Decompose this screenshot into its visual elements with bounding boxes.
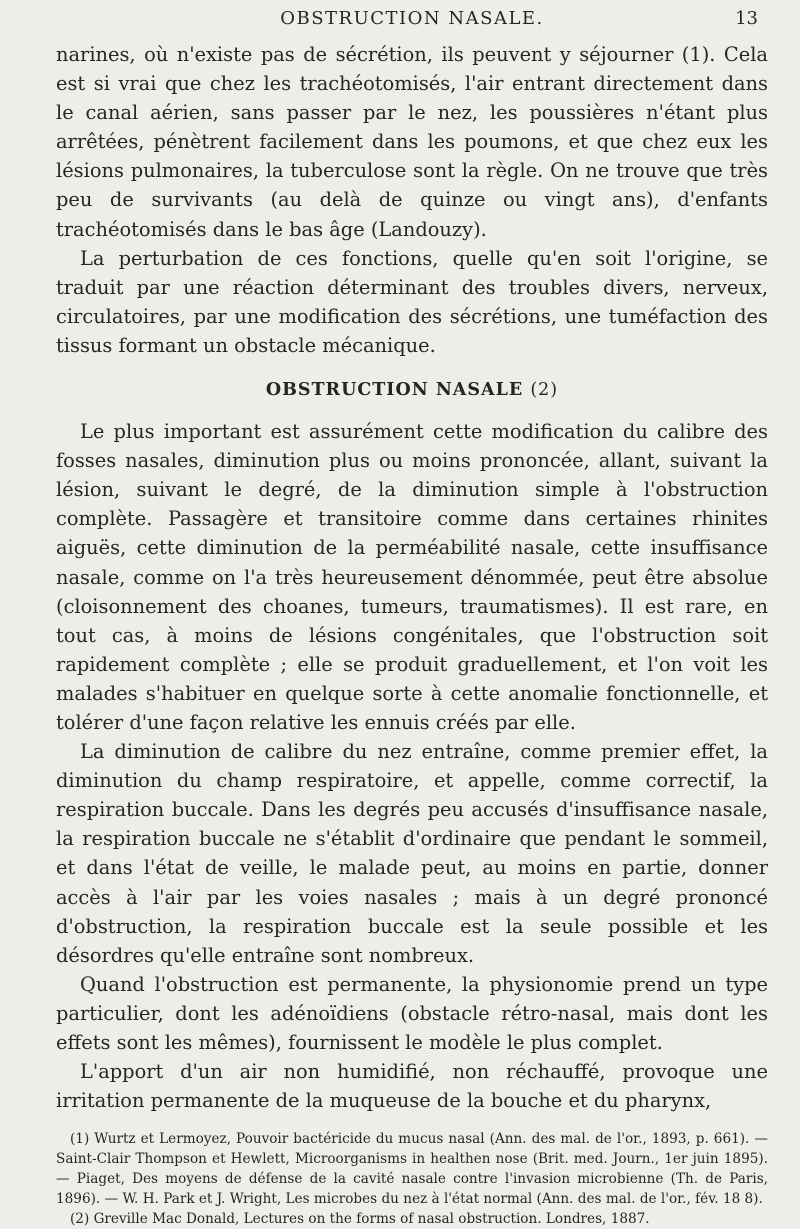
body-text [56,40,768,1115]
paragraph: La diminution de calibre du nez entraîne, comme premier effet, la diminution du champ respiratoire, et appelle, comme correctif, la respiration buccale. Dans les degrés peu accusés d'insuffisance nasale, la respiration buccale ne s'établit d'ordinaire que pendant le sommeil, et dans l'état de veille, le malade peut, au moins en partie, donner accès à l'air par les voies nasales ; mais à un degré prononcé d'obstruction, la respiration buccale est la seule possible et les désordres qu'elle entraîne sont nombreux. [56,740,768,967]
running-title: OBSTRUCTION NASALE. [280,8,544,29]
footnotes [56,1129,768,1229]
section-heading-note: (2) [530,380,559,401]
section-heading-text: OBSTRUCTION NASALE [265,380,524,401]
section-heading [56,380,768,400]
paragraph: narines, où n'existe pas de sécrétion, ils peuvent y séjourner (1). Cela est si vrai que chez les trachéotomisés, l'air entrant directement dans le canal aérien, sans passer par le nez, les poussières n'étant plus arrêtées, pénètrent facilement dans les poumons, et que chez eux les lésions pulmonaires, la tuberculose sont la règle. On ne trouve que très peu de survivants (au delà de quinze ou vingt ans), d'enfants trachéotomisés dans le bas âge (Landouzy). [56,43,768,241]
footnote: (1) Wurtz et Lermoyez, Pouvoir bactéricide du mucus nasal (Ann. des mal. de l'or., 1893, p. 661). — Saint-Clair Thompson et Hewlett, Microorganisms in healthen nose (Brit. med. Journ., 1er juin 1895). — Piaget, Des moyens de défense de la cavité nasale contre l'invasion microbienne (Th. de Paris, 1896). — W. H. Park et J. Wright, Les microbes du nez à l'état normal (Ann. des mal. de l'or., fév. 18 8). [56,1131,768,1208]
paragraph: L'apport d'un air non humidifié, non réchauffé, provoque une irritation permanente de la muqueuse de la bouche et du pharynx, [56,1060,768,1113]
footnote: (2) Greville Mac Donald, Lectures on the forms of nasal obstruction. Londres, 1887. [70,1211,650,1228]
running-head [56,0,768,40]
paragraph: Le plus important est assurément cette modification du calibre des fosses nasales, diminution plus ou moins prononcée, allant, suivant la lésion, suivant le degré, de la diminution simple à l'obstruction complète. Passagère et transitoire comme dans certaines rhinites aiguës, cette diminution de la perméabilité nasale, cette insuffisance nasale, comme on l'a très heureusement dénommée, peut être absolue (cloisonnement des choanes, tumeurs, traumatismes). Il est rare, en tout cas, à moins de lésions congénitales, que l'obstruction soit rapidement complète ; elle se produit graduellement, et l'on voit les malades s'habituer en quelque sorte à cette anomalie fonctionnelle, et tolérer d'une façon relative les ennuis créés par elle. [56,420,768,734]
page-number: 13 [735,8,758,29]
paragraph: La perturbation de ces fonctions, quelle qu'en soit l'origine, se traduit par une réaction déterminant des troubles divers, nerveux, circulatoires, par une modification des sécrétions, une tuméfaction des tissus formant un obstacle mécanique. [56,246,768,357]
paragraph: Quand l'obstruction est permanente, la physionomie prend un type particulier, dont les adénoïdiens (obstacle rétro-nasal, mais dont les effets sont les mêmes), fournissent le modèle le plus complet. [56,972,768,1054]
